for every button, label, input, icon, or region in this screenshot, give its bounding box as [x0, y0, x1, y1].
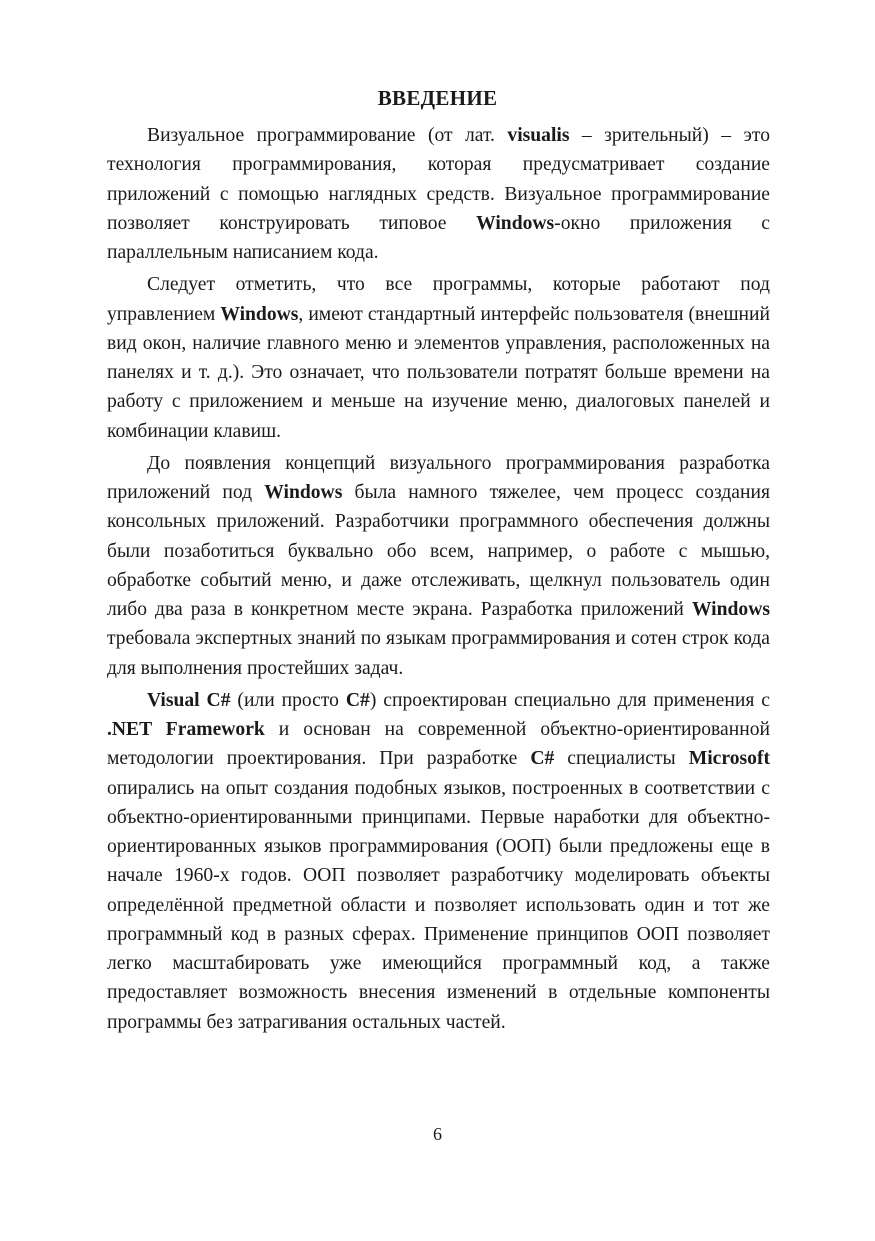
- text-run-bold: C#: [530, 748, 555, 770]
- text-run: опирались на опыт создания подобных языков, построенных в соответствии с объектно-ориентированными принципами. Первые наработки для объектно-ориентированных языков программирования (ООП) были предложены еще в начале 1960-х годов. ООП позволяет разработчику моделировать объекты определённой предметной области и позволяет использовать один и тот же программный код в разных сферах. Применение принципов ООП позволяет легко масштабировать уже имеющийся программный код, а также предоставляет возможность внесения изменений в отдельные компоненты программы без затрагивания остальных частей.: [107, 777, 770, 1033]
- text-run: специалисты: [554, 748, 689, 770]
- text-run-bold: .NET Framework: [107, 719, 265, 740]
- text-run: была намного тяжелее, чем процесс создания консольных приложений. Разработчики программного обеспечения должны были позаботиться буквально обо всем, например, о работе с мышью, обработке событий меню, и даже отслеживать, щелкнул пользователь один либо два раза в конкретном месте экрана. Разработка приложений: [107, 482, 770, 620]
- page-number: 6: [433, 1124, 442, 1144]
- paragraph-windows-interface: [107, 270, 770, 446]
- text-run-bold: Windows: [264, 482, 343, 503]
- text-run: ) спроектирован специально для применения с: [369, 689, 770, 711]
- text-run: Следует отметить, что все программы, которые работают под управлением: [107, 274, 770, 325]
- text-run: -окно приложения с параллельным написанием кода.: [107, 212, 770, 263]
- body-text: [107, 121, 770, 1040]
- paragraph-history: [107, 449, 770, 683]
- paragraph-csharp: [107, 686, 770, 1037]
- text-run: требовала экспертных знаний по языкам программирования и сотен строк кода для выполнения простейших задач.: [107, 628, 770, 679]
- text-run: До появления концепций визуального программирования разработка приложений под: [107, 452, 770, 503]
- text-run: Визуальное программирование (от лат.: [147, 125, 508, 146]
- text-run: , имеют стандартный интерфейс пользователя (внешний вид окон, наличие главного меню и элементов управления, расположенных на панелях и т. д.). Это означает, что пользователи потратят больше времени на работу с приложением и меньше на изучение меню, диалоговых панелей и комбинации клавиш.: [107, 303, 771, 442]
- paragraph-visual-programming: [107, 121, 770, 267]
- text-run: (или просто: [230, 689, 346, 711]
- text-run: – зрительный) – это технология программирования, которая предусматривает создание приложений с помощью наглядных средств. Визуальное программирование позволяет конструировать типовое: [107, 125, 770, 234]
- text-run: и основан на современной объектно-ориентированной методологии проектирования. При разработке: [107, 719, 770, 770]
- text-run-bold: Windows: [220, 303, 299, 325]
- text-run-bold: C#: [345, 689, 370, 711]
- text-run-bold: visualis: [507, 125, 570, 146]
- text-run-bold: Windows: [476, 212, 555, 234]
- page-title: ВВЕДЕНИЕ: [377, 86, 498, 110]
- text-run-bold: Windows: [691, 599, 770, 620]
- text-run-bold: Microsoft: [688, 748, 770, 770]
- text-run-bold: Visual C#: [147, 689, 231, 711]
